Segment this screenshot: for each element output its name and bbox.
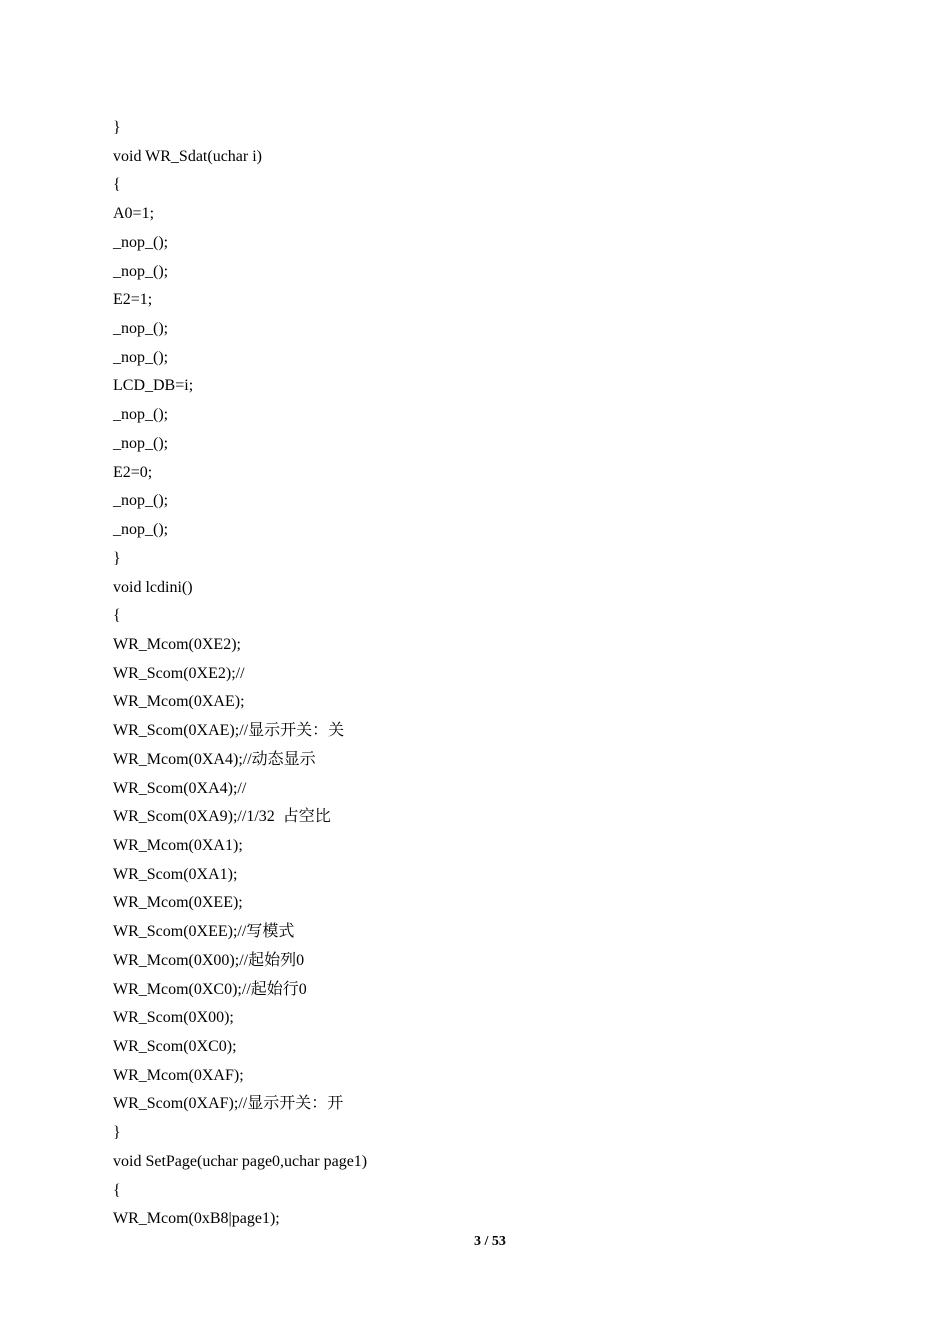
code-line: WR_Scom(0XAF);//显示开关：开: [113, 1095, 344, 1113]
code-line: A0=1;: [113, 205, 155, 223]
code-line: _nop_();: [113, 434, 169, 452]
code-line: {: [113, 176, 121, 194]
code-line: WR_Scom(0XA4);//: [113, 779, 247, 797]
code-line: WR_Mcom(0XAE);: [113, 693, 245, 711]
code-line: void SetPage(uchar page0,uchar page1): [113, 1152, 368, 1170]
code-line: }: [113, 119, 121, 136]
code-line: WR_Scom(0XAE);//显示开关：关: [113, 722, 345, 740]
code-line: _nop_();: [113, 320, 169, 338]
code-line: void WR_Sdat(uchar i): [113, 147, 263, 165]
code-line: }: [113, 1124, 121, 1142]
code-line: WR_Mcom(0XC0);//起始行0: [113, 980, 307, 998]
code-line: WR_Mcom(0XA4);//动态显示: [113, 750, 316, 768]
code-line: WR_Mcom(0XE2);: [113, 635, 241, 653]
code-line: }: [113, 549, 121, 567]
code-line: WR_Scom(0XA1);: [113, 865, 238, 883]
code-line: _nop_();: [113, 348, 169, 366]
code-line: {: [113, 1181, 121, 1199]
code-line: E2=0;: [113, 463, 153, 481]
code-line: WR_Scom(0XEE);//写模式: [113, 923, 295, 941]
code-line: _nop_();: [113, 233, 169, 251]
page-number: 3 / 53: [474, 1234, 506, 1249]
code-line: WR_Mcom(0X00);//起始列0: [113, 951, 305, 969]
code-line: WR_Mcom(0xB8|page1);: [113, 1210, 280, 1228]
code-line: WR_Mcom(0XEE);: [113, 894, 243, 912]
code-line: WR_Scom(0X00);: [113, 1009, 234, 1027]
code-line: _nop_();: [113, 262, 169, 280]
code-line: _nop_();: [113, 521, 169, 539]
code-line: WR_Scom(0XE2);//: [113, 664, 245, 682]
code-line: WR_Scom(0XC0);: [113, 1038, 237, 1055]
code-line: _nop_();: [113, 406, 169, 424]
code-line: WR_Mcom(0XA1);: [113, 836, 243, 854]
code-listing: [113, 114, 833, 1234]
code-line: WR_Scom(0XA9);//1/32 占空比: [113, 808, 331, 826]
code-line: _nop_();: [113, 492, 169, 510]
code-line: WR_Mcom(0XAF);: [113, 1066, 244, 1084]
code-line: void lcdini(): [113, 578, 193, 596]
code-line: LCD_DB=i;: [113, 377, 194, 395]
code-line: E2=1;: [113, 291, 153, 309]
code-line: {: [113, 607, 121, 625]
